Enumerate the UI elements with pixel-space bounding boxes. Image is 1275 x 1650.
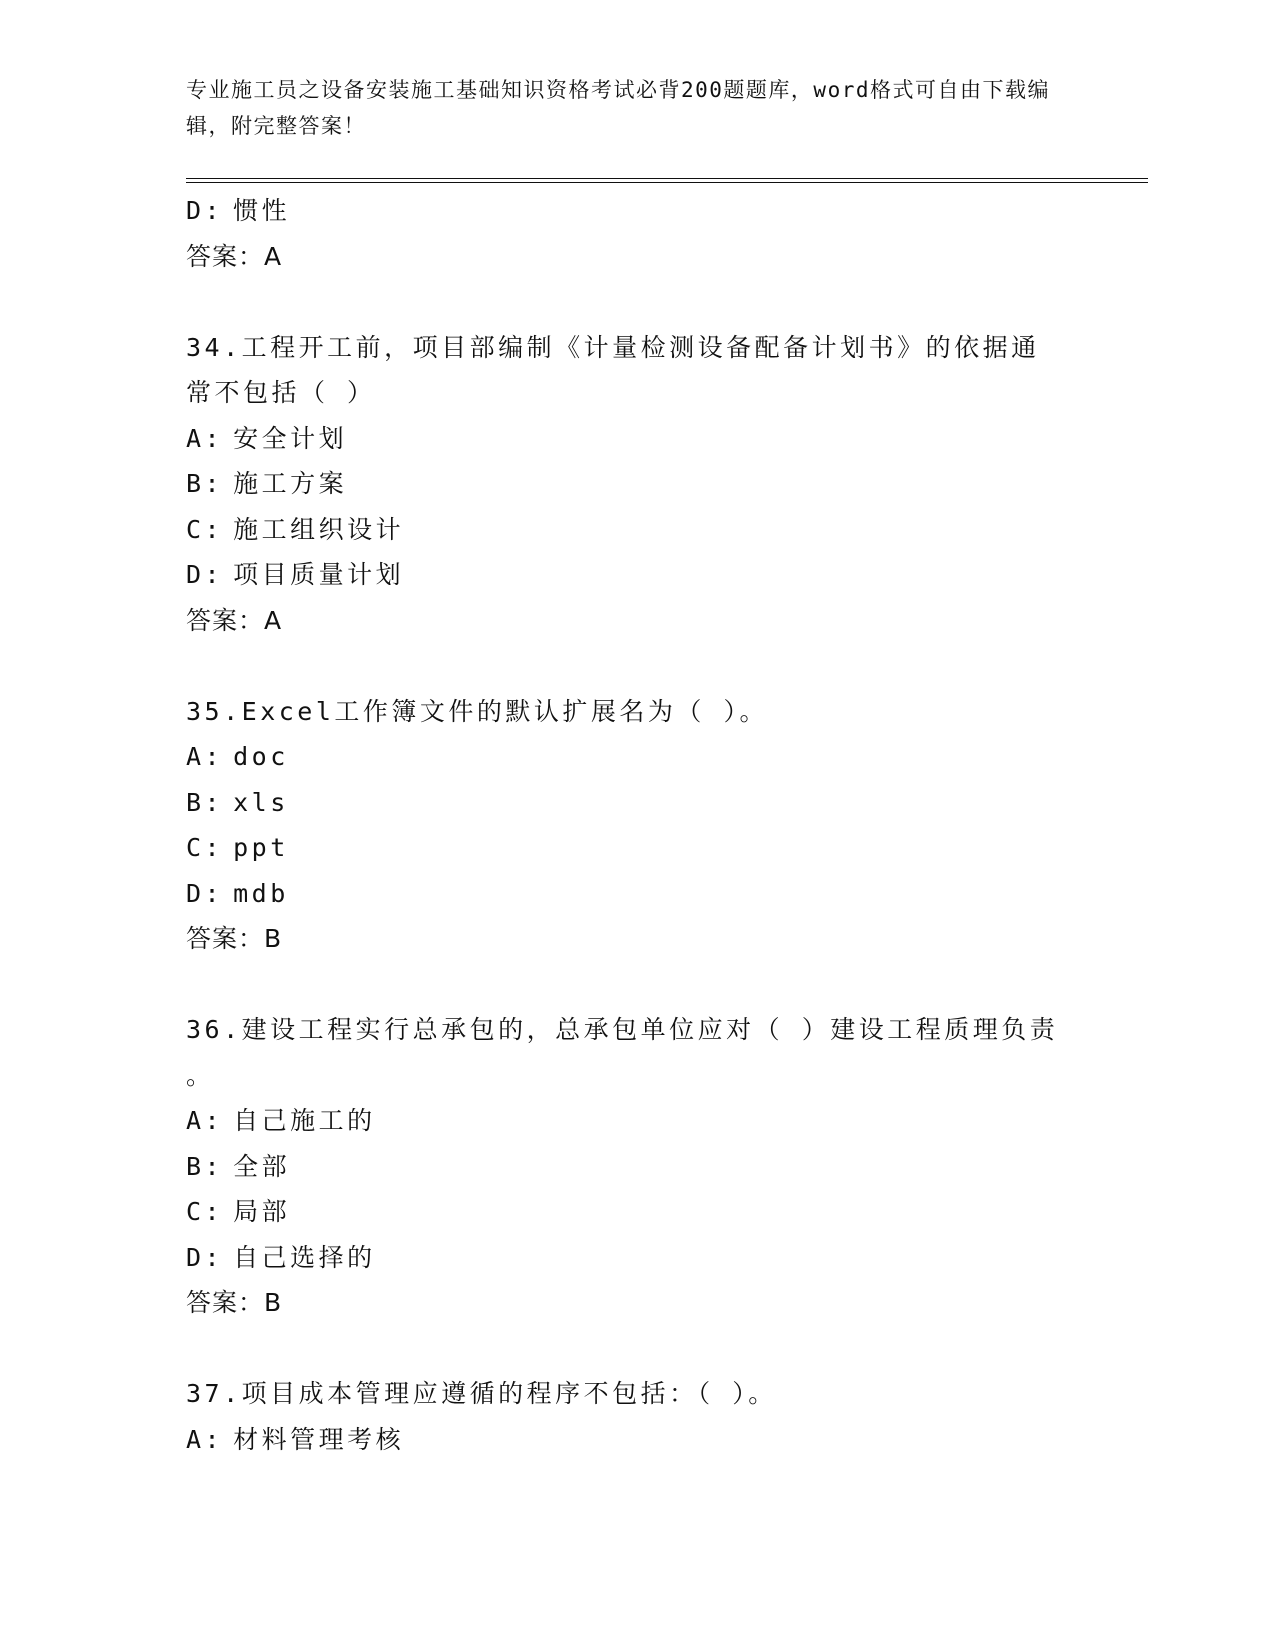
option-label: A: bbox=[186, 742, 224, 771]
option-text: 安全计划 bbox=[233, 423, 348, 453]
header-rule-top bbox=[186, 178, 1148, 179]
option-text: 材料管理考核 bbox=[233, 1424, 405, 1454]
option-label: D: bbox=[186, 1242, 224, 1272]
spacer bbox=[186, 279, 1086, 325]
option-text: mdb bbox=[233, 878, 289, 908]
option-text: 惯性 bbox=[233, 196, 291, 225]
answer-carryover: 答案：A bbox=[186, 241, 283, 271]
option-label: B: bbox=[186, 1151, 224, 1181]
question-34-option-a bbox=[186, 416, 1086, 462]
option-text: doc bbox=[233, 742, 289, 771]
option-label: B: bbox=[186, 469, 224, 498]
option-text: 施工组织设计 bbox=[233, 514, 405, 544]
option-label: A: bbox=[186, 1106, 224, 1135]
question-36-option-b bbox=[186, 1144, 1086, 1190]
spacer bbox=[186, 962, 1086, 1008]
question-36-stem-tail: 。 bbox=[186, 1060, 215, 1090]
option-text: 自己施工的 bbox=[233, 1106, 376, 1135]
option-label: D: bbox=[186, 560, 224, 589]
question-35-option-b bbox=[186, 780, 1086, 826]
question-35-option-c bbox=[186, 825, 1086, 871]
question-34-answer: 答案：A bbox=[186, 605, 283, 635]
option-label: B: bbox=[186, 787, 224, 817]
option-label: C: bbox=[186, 1197, 224, 1226]
question-36-option-c bbox=[186, 1189, 1086, 1235]
question-36-answer: 答案：B bbox=[186, 1288, 283, 1317]
question-37-option-a bbox=[186, 1417, 1086, 1463]
question-36-option-d bbox=[186, 1235, 1086, 1281]
spacer bbox=[186, 1326, 1086, 1372]
question-35-option-d bbox=[186, 871, 1086, 917]
option-text: 局部 bbox=[233, 1197, 291, 1226]
question-36-stem: 36.建设工程实行总承包的，总承包单位应对（ ）建设工程质理负责 bbox=[186, 1015, 1059, 1044]
option-text: xls bbox=[233, 787, 289, 817]
option-text: 施工方案 bbox=[233, 469, 348, 498]
question-35-stem: 35.Excel工作簿文件的默认扩展名为（ ）。 bbox=[186, 696, 768, 726]
question-35-option-a bbox=[186, 734, 1086, 780]
option-text: 自己选择的 bbox=[233, 1242, 376, 1272]
spacer bbox=[186, 643, 1086, 689]
option-d-carryover bbox=[186, 188, 1086, 234]
question-35-answer: 答案：B bbox=[186, 924, 283, 953]
option-text: ppt bbox=[233, 833, 289, 862]
option-text: 项目质量计划 bbox=[233, 560, 405, 589]
option-label: A: bbox=[186, 423, 224, 453]
question-34-option-d bbox=[186, 552, 1086, 598]
option-label: C: bbox=[186, 833, 224, 862]
question-36-option-a bbox=[186, 1098, 1086, 1144]
question-34-stem: 34.工程开工前，项目部编制《计量检测设备配备计划书》的依据通常不包括（ ） bbox=[186, 332, 1040, 407]
option-text: 全部 bbox=[233, 1151, 291, 1181]
question-34-option-c bbox=[186, 507, 1086, 553]
question-list bbox=[186, 188, 1086, 1462]
header-rule-bottom bbox=[186, 182, 1148, 183]
option-label: A: bbox=[186, 1424, 224, 1454]
question-37-stem: 37.项目成本管理应遵循的程序不包括：（ ）。 bbox=[186, 1379, 777, 1408]
option-label: D: bbox=[186, 878, 224, 908]
option-label: C: bbox=[186, 514, 224, 544]
document-header: 专业施工员之设备安装施工基础知识资格考试必背200题题库，word格式可自由下载编辑，附完整答案！ bbox=[186, 78, 1050, 138]
option-label: D: bbox=[186, 196, 224, 225]
question-34-option-b bbox=[186, 461, 1086, 507]
